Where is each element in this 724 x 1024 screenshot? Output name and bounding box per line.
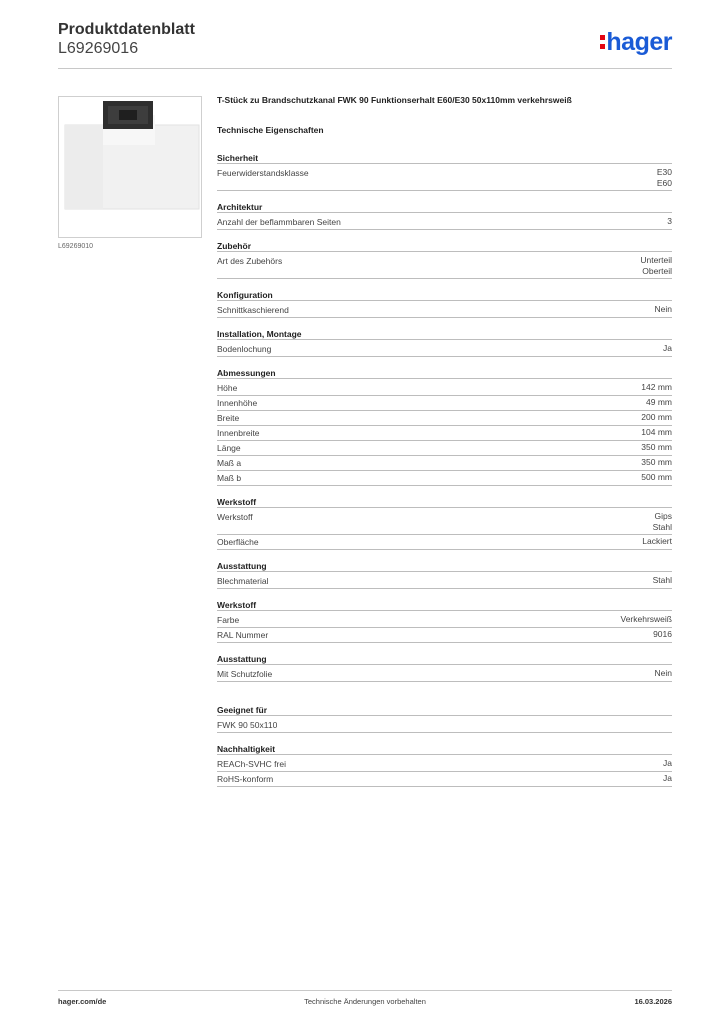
spec-value: 9016 [653,629,672,639]
spec-values [653,629,672,641]
spec-section [217,201,672,230]
spec-value: Gips [654,511,672,521]
spec-section [217,328,672,357]
spec-value: 350 mm [641,442,672,452]
spec-section [217,560,672,589]
spec-value: Ja [663,773,672,783]
spec-label: Breite [217,413,240,423]
spec-value: Unterteil [640,255,672,265]
spec-row [217,411,672,426]
spec-value: 3 [667,216,672,226]
spec-row [217,757,672,772]
t-piece-illustration-icon [59,97,202,238]
spec-values [653,575,672,587]
spec-row [217,667,672,682]
spec-label: Maß b [217,473,242,483]
spec-value: Lackiert [642,536,672,546]
spec-value: 49 mm [646,397,672,407]
spec-value: Nein [654,668,672,678]
spec-label: RAL Nummer [217,630,269,640]
spec-value: 500 mm [641,472,672,482]
spec-value: 350 mm [641,457,672,467]
spec-values [641,472,672,484]
spec-label: Art des Zubehörs [217,256,283,266]
footer-note: Technische Änderungen vorbehalten [304,997,426,1006]
spec-label: Höhe [217,383,238,393]
spec-section [217,599,672,643]
logo-text: hager [606,28,672,56]
image-caption: L69269010 [58,243,94,250]
spec-section [217,289,672,318]
spec-label: FWK 90 50x110 [217,720,278,730]
spec-section [217,152,672,191]
spec-value: Oberteil [642,266,672,276]
spec-values [642,536,672,548]
section-title: Installation, Montage [217,328,672,340]
spec-section [217,240,672,279]
spec-label: Farbe [217,615,240,625]
spec-row [217,613,672,628]
spec-row [217,535,672,550]
spec-values [621,614,673,626]
spec-row [217,441,672,456]
section-title: Ausstattung [217,653,672,665]
section-title: Zubehör [217,240,672,252]
spec-label: RoHS-konform [217,774,274,784]
product-details [217,94,672,797]
spec-value: Stahl [652,522,672,532]
spec-label: Feuerwiderstandsklasse [217,168,309,178]
spec-values [655,304,672,316]
spec-values [646,397,672,409]
spec-value: E30 [656,167,672,177]
spec-values [663,758,672,770]
spec-values [663,343,672,355]
spec-row [217,510,672,535]
spec-row [217,342,672,357]
section-title: Werkstoff [217,599,672,611]
technical-properties-heading: Technische Eigenschaften [217,125,324,135]
spec-row [217,254,672,279]
hager-logo [600,28,672,57]
spec-value: Ja [663,758,672,768]
spec-row [217,456,672,471]
section-title: Geeignet für [217,704,672,716]
spec-values [641,457,672,469]
spec-row [217,426,672,441]
spec-value: Nein [654,304,672,314]
section-title: Sicherheit [217,152,672,164]
spec-label: Blechmaterial [217,576,269,586]
spec-label: Oberfläche [217,537,259,547]
spec-label: Anzahl der beflammbaren Seiten [217,217,341,227]
spec-label: Länge [217,443,241,453]
spec-sections [217,152,672,797]
footer-website: hager.com/de [58,997,107,1006]
page-header [58,20,672,70]
spec-section [217,653,672,682]
spec-row [217,215,672,230]
logo-colon-icon [600,33,605,51]
section-title: Konfiguration [217,289,672,301]
product-title: T-Stück zu Brandschutzkanal FWK 90 Funktionserhalt E60/E30 50x110mm verkehrsweiß [217,95,572,105]
spec-row [217,381,672,396]
spec-section [217,704,672,733]
spec-label: Mit Schutzfolie [217,669,273,679]
section-title: Nachhaltigkeit [217,743,672,755]
spec-values [663,773,672,785]
spec-value: 200 mm [641,412,672,422]
section-title: Ausstattung [217,560,672,572]
spec-label: Schnittkaschierend [217,305,289,315]
spec-label: Werkstoff [217,512,253,522]
spec-row [217,166,672,191]
spec-values [641,382,672,394]
spec-label: Innenbreite [217,428,260,438]
spec-value: E60 [656,178,672,188]
spec-values [641,442,672,454]
header-divider [58,68,672,69]
spec-values [655,668,672,680]
spec-value: Verkehrsweiß [620,614,672,624]
spec-label: REACh-SVHC frei [217,759,286,769]
spec-value: 142 mm [641,382,672,392]
spec-values [640,255,672,277]
footer-date: 16.03.2026 [634,997,672,1006]
spec-section [217,367,672,486]
spec-value: 104 mm [641,427,672,437]
spec-label: Innenhöhe [217,398,258,408]
product-image [58,96,202,238]
spec-value: Ja [663,343,672,353]
spec-row [217,718,672,733]
spec-row [217,303,672,318]
spec-row [217,772,672,787]
spec-value: Stahl [652,575,672,585]
section-title: Abmessungen [217,367,672,379]
document-title: Produktdatenblatt [58,21,195,38]
spec-row [217,396,672,411]
spec-values [641,427,672,439]
footer-divider [58,990,672,991]
section-title: Werkstoff [217,496,672,508]
product-number: L69269016 [58,40,139,57]
spec-values [657,167,672,189]
spec-label: Bodenlochung [217,344,272,354]
spec-label: Maß a [217,458,242,468]
spec-row [217,471,672,486]
spec-values [653,511,672,533]
spec-values [667,216,672,228]
spec-values [641,412,672,424]
spec-section [217,743,672,787]
section-title: Architektur [217,201,672,213]
spec-row [217,628,672,643]
spec-section [217,496,672,550]
spec-row [217,574,672,589]
